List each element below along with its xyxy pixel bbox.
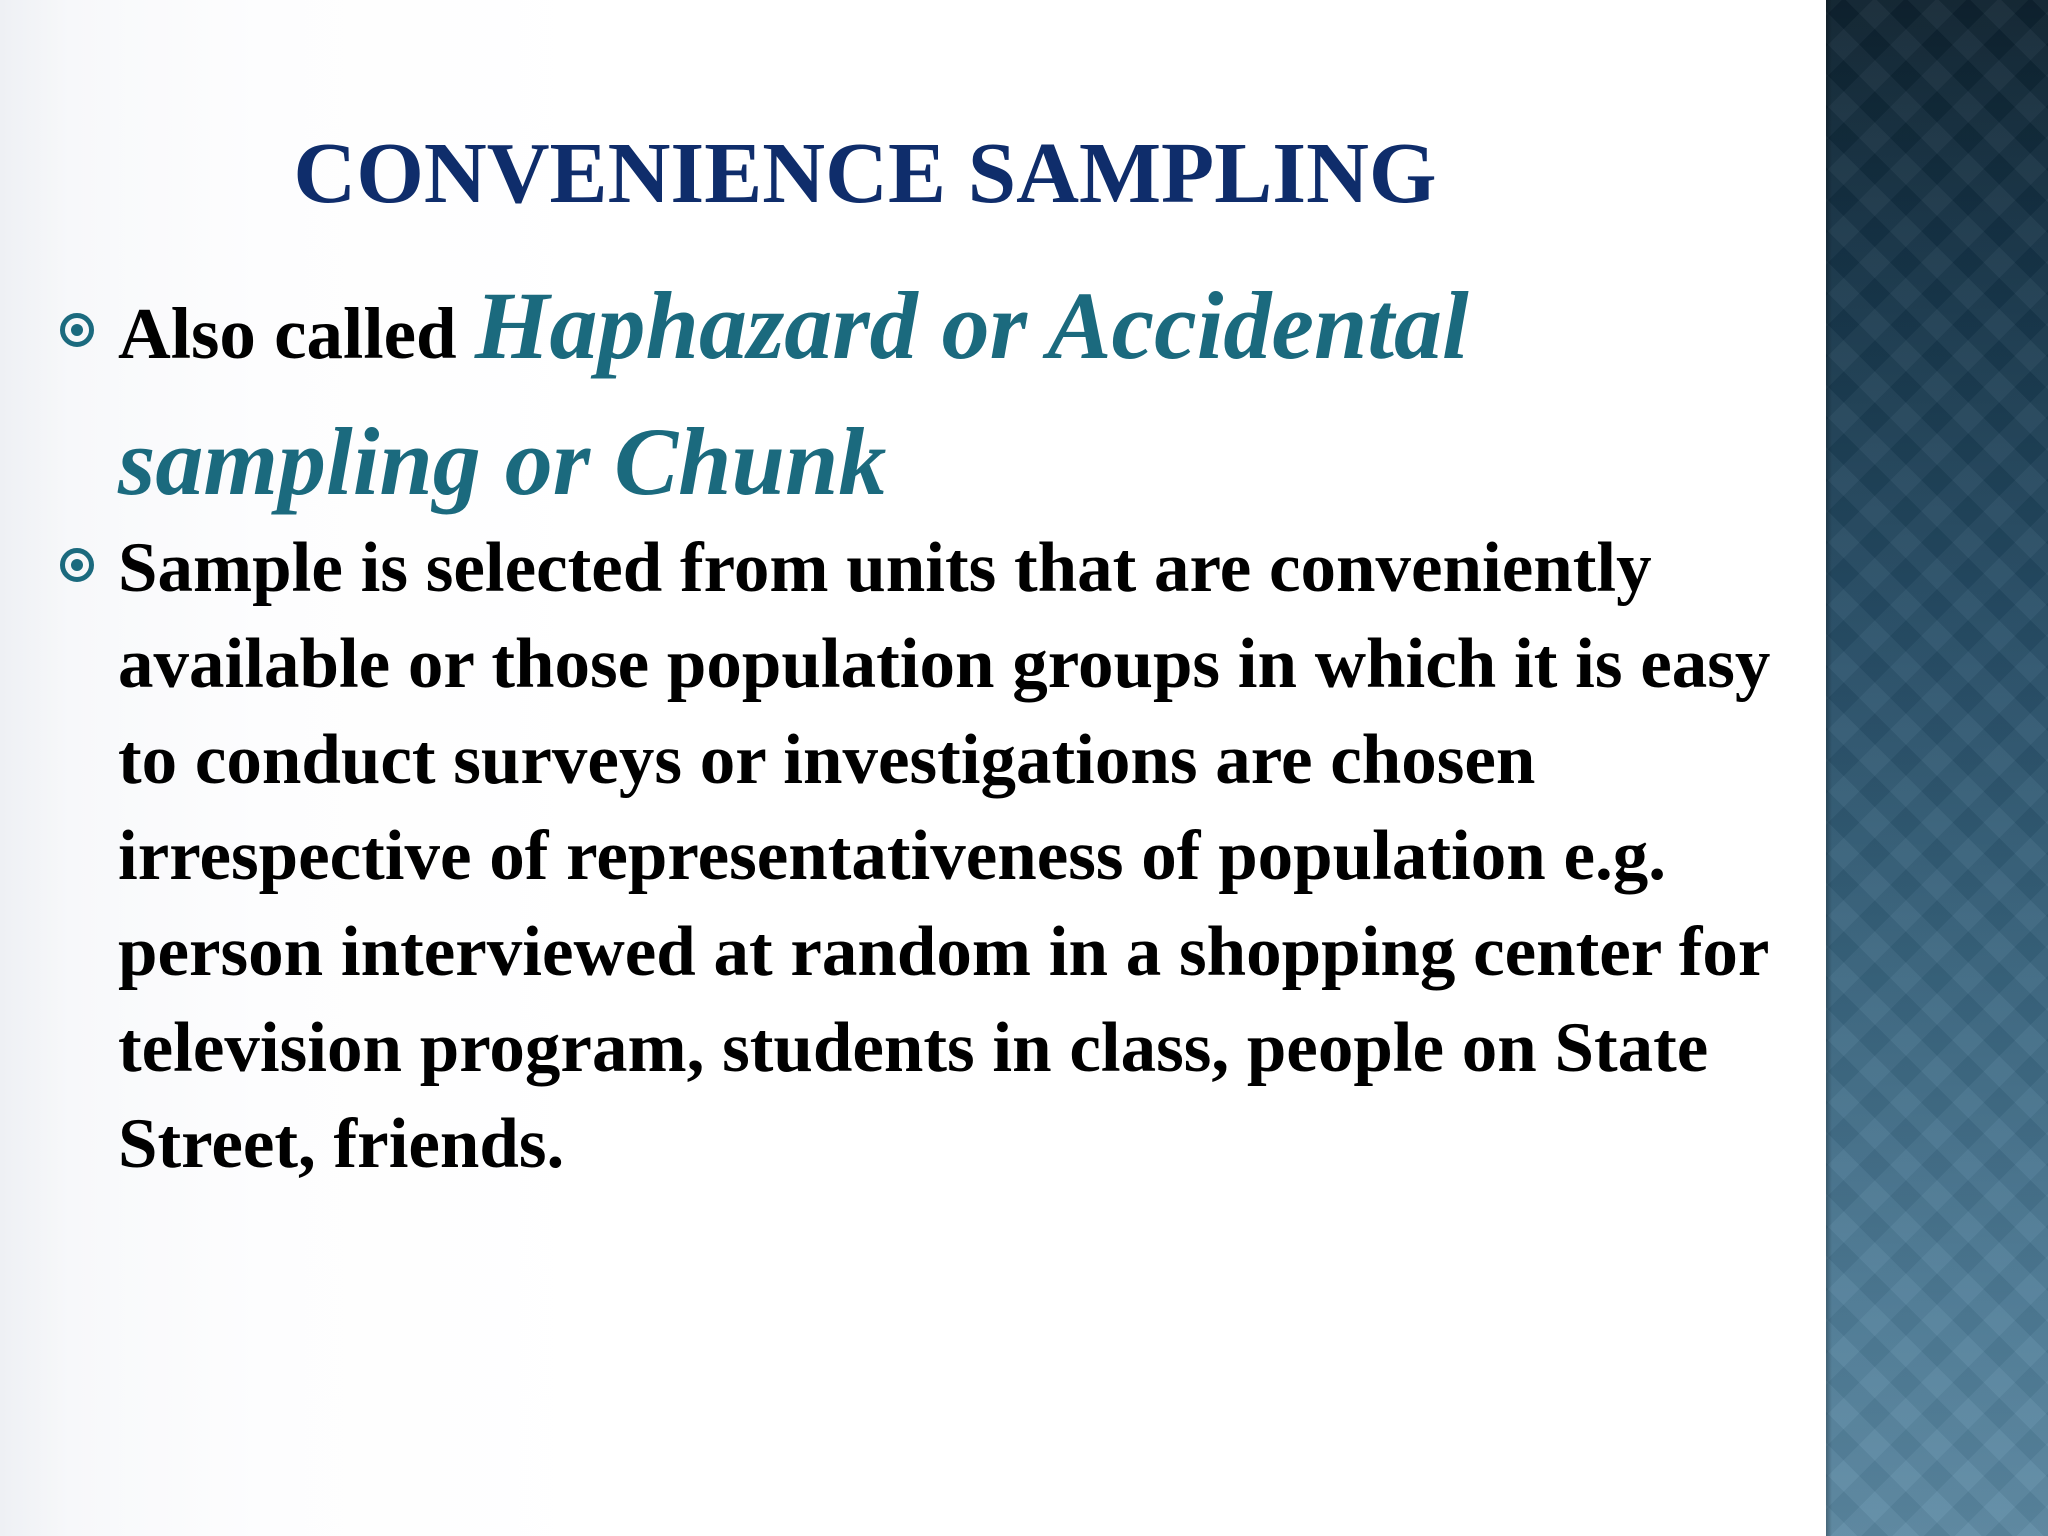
bullet-definition-text: Sample is selected from units that are conveniently available or those population groups in which it is easy to conduct surveys or investigations are chosen irrespective of representativeness of population e.g. person interviewed at random in a shopping center for television program, students in class, people on State Street, friends. (118, 529, 1771, 1183)
bullet-text (118, 262, 1758, 534)
circled-dot-bullet-icon (60, 313, 94, 347)
slide-title: CONVENIENCE SAMPLING (293, 124, 1437, 221)
bullet-lead-text: Also called (118, 293, 457, 374)
decorative-side-panel (1826, 0, 2048, 1536)
emphasized-alias-text: Haphazard or Accidental sampling or Chunk (118, 272, 1469, 515)
circled-dot-bullet-icon (60, 548, 94, 582)
